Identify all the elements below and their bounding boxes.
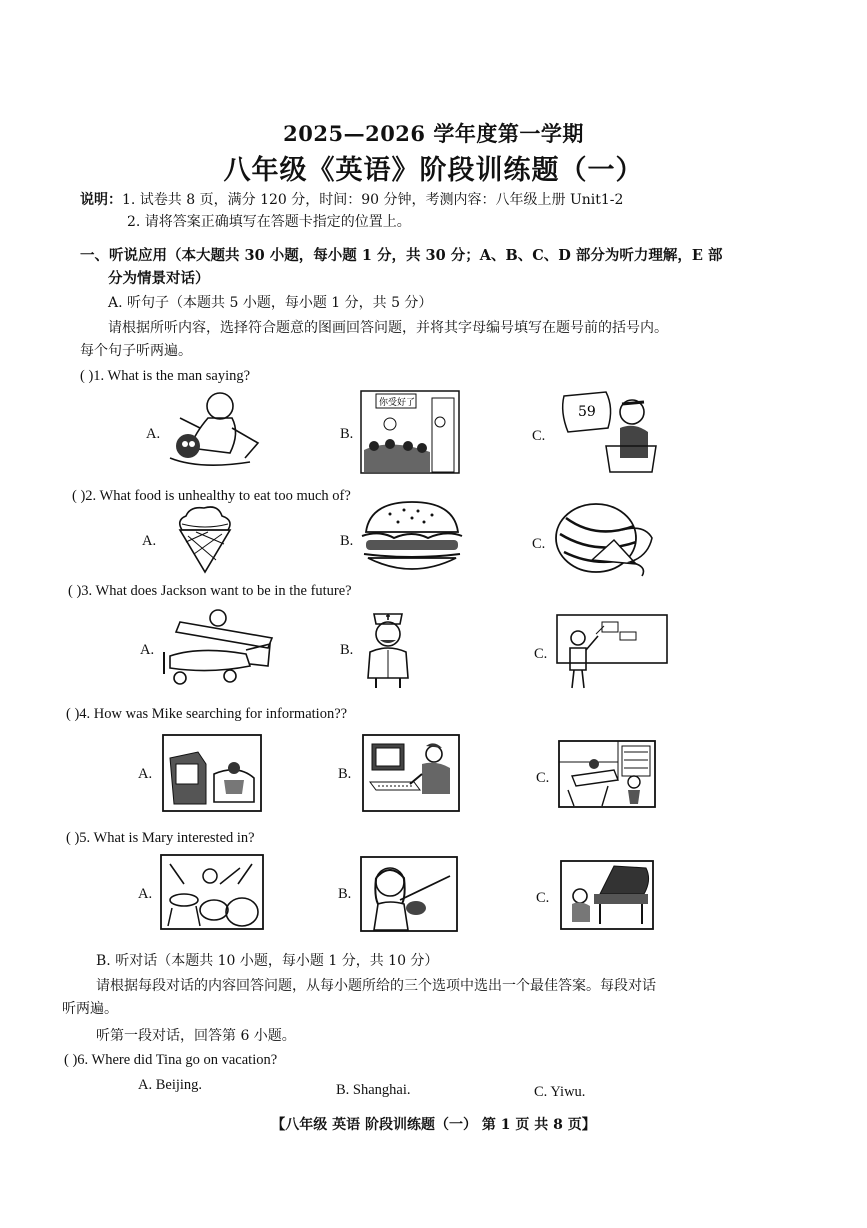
answer-paren[interactable]: ( ) [66, 706, 80, 722]
question-text: 3. What does Jackson want to be in the future? [81, 583, 352, 599]
partA-instruction-1: 请根据所听内容，选择符合题意的图画回答问题，并将其字母编号填写在题号前的括号内。 [108, 320, 668, 336]
option-c-label: C. [536, 890, 550, 906]
violin-girl-picture [360, 856, 458, 932]
question-2 [72, 486, 351, 506]
piano-picture [560, 860, 654, 930]
option-c-label: C. [536, 770, 550, 786]
option-b-label: B. [338, 886, 352, 902]
partB-instruction-1: 请根据每段对话的内容回答问题，从每小题所给的三个选项中选出一个最佳答案。每段对话 [96, 978, 656, 994]
option-a-label: A. [146, 426, 161, 442]
question-text: 6. Where did Tina go on vacation? [77, 1052, 278, 1068]
answer-paren[interactable]: ( ) [66, 830, 80, 846]
question-3 [68, 581, 352, 601]
option-b-label: B. [340, 533, 354, 549]
doctor-picture [360, 606, 416, 690]
question-5 [66, 828, 255, 848]
section1-heading-1: 一、听说应用（本大题共 30 小题，每小题 1 分，共 30 分；A、B、C、D 部分为听力理解，E 部 [80, 247, 723, 264]
partB-instruction-2: 听两遍。 [62, 1001, 118, 1017]
partA-instruction-2: 每个句子听两遍。 [80, 343, 192, 359]
teacher-at-board-picture [556, 614, 668, 690]
ice-cream-picture [172, 504, 238, 574]
watermelon-picture [552, 500, 658, 580]
drums-picture [160, 854, 264, 930]
option-c-label: C. [532, 536, 546, 552]
question-4 [66, 704, 347, 724]
classroom-sign: 你受好了 [379, 398, 416, 408]
answer-paren[interactable]: ( ) [72, 488, 86, 504]
exam-title: 八年级《英语》阶段训练题（一） [223, 155, 644, 186]
answer-paren[interactable]: ( ) [80, 368, 94, 384]
pilot-airplane-picture [160, 604, 276, 688]
option-b-label: B. [340, 426, 354, 442]
answer-paren[interactable]: ( ) [68, 583, 82, 599]
svg-text:59: 59 [578, 404, 596, 420]
hamburger-picture [360, 500, 464, 576]
option-b-label: B. [338, 766, 352, 782]
notes-label: 说明： [80, 192, 122, 208]
q6-option-c[interactable]: C. Yiwu. [534, 1084, 586, 1100]
year-title: 2025—2026 学年度第一学期 [283, 121, 584, 146]
option-a-label: A. [142, 533, 157, 549]
question-1 [80, 366, 250, 386]
man-with-paper-picture [556, 388, 664, 474]
option-a-label: A. [138, 886, 153, 902]
page-footer: 【八年级 英语 阶段训练题（一） 第 1 页 共 8 页】 [271, 1117, 596, 1133]
partA-heading: A. 听句子（本题共 5 小题，每小题 1 分，共 5 分） [108, 295, 433, 311]
library-picture [558, 740, 656, 808]
question-text: 4. How was Mike searching for information?? [79, 706, 348, 722]
watching-tv-picture [162, 734, 262, 812]
option-c-label: C. [532, 428, 546, 444]
dialog1-instruction: 听第一段对话，回答第 6 小题。 [96, 1028, 296, 1044]
question-6 [64, 1050, 277, 1070]
fighting-kids-picture [160, 388, 270, 473]
question-text: 1. What is the man saying? [93, 368, 251, 384]
question-text: 5. What is Mary interested in? [79, 830, 255, 846]
classroom-picture [360, 390, 460, 474]
question-text: 2. What food is unhealthy to eat too much of? [85, 488, 351, 504]
q6-option-a[interactable]: A. Beijing. [138, 1077, 203, 1093]
section1-heading-2: 分为情景对话） [108, 270, 210, 287]
partB-heading: B. 听对话（本题共 10 小题，每小题 1 分，共 10 分） [96, 953, 439, 969]
option-b-label: B. [340, 642, 354, 658]
notes-line1: 1. 试卷共 8 页，满分 120 分，时间：90 分钟，考测内容：八年级上册 Unit1-2 [122, 192, 624, 208]
q6-option-b[interactable]: B. Shanghai. [336, 1082, 411, 1098]
notes [80, 190, 623, 210]
option-a-label: A. [138, 766, 153, 782]
answer-paren[interactable]: ( ) [64, 1052, 78, 1068]
notes-line2: 2. 请将答案正确填写在答题卡指定的位置上。 [127, 214, 411, 230]
option-c-label: C. [534, 646, 548, 662]
computer-user-picture [362, 734, 460, 812]
option-a-label: A. [140, 642, 155, 658]
